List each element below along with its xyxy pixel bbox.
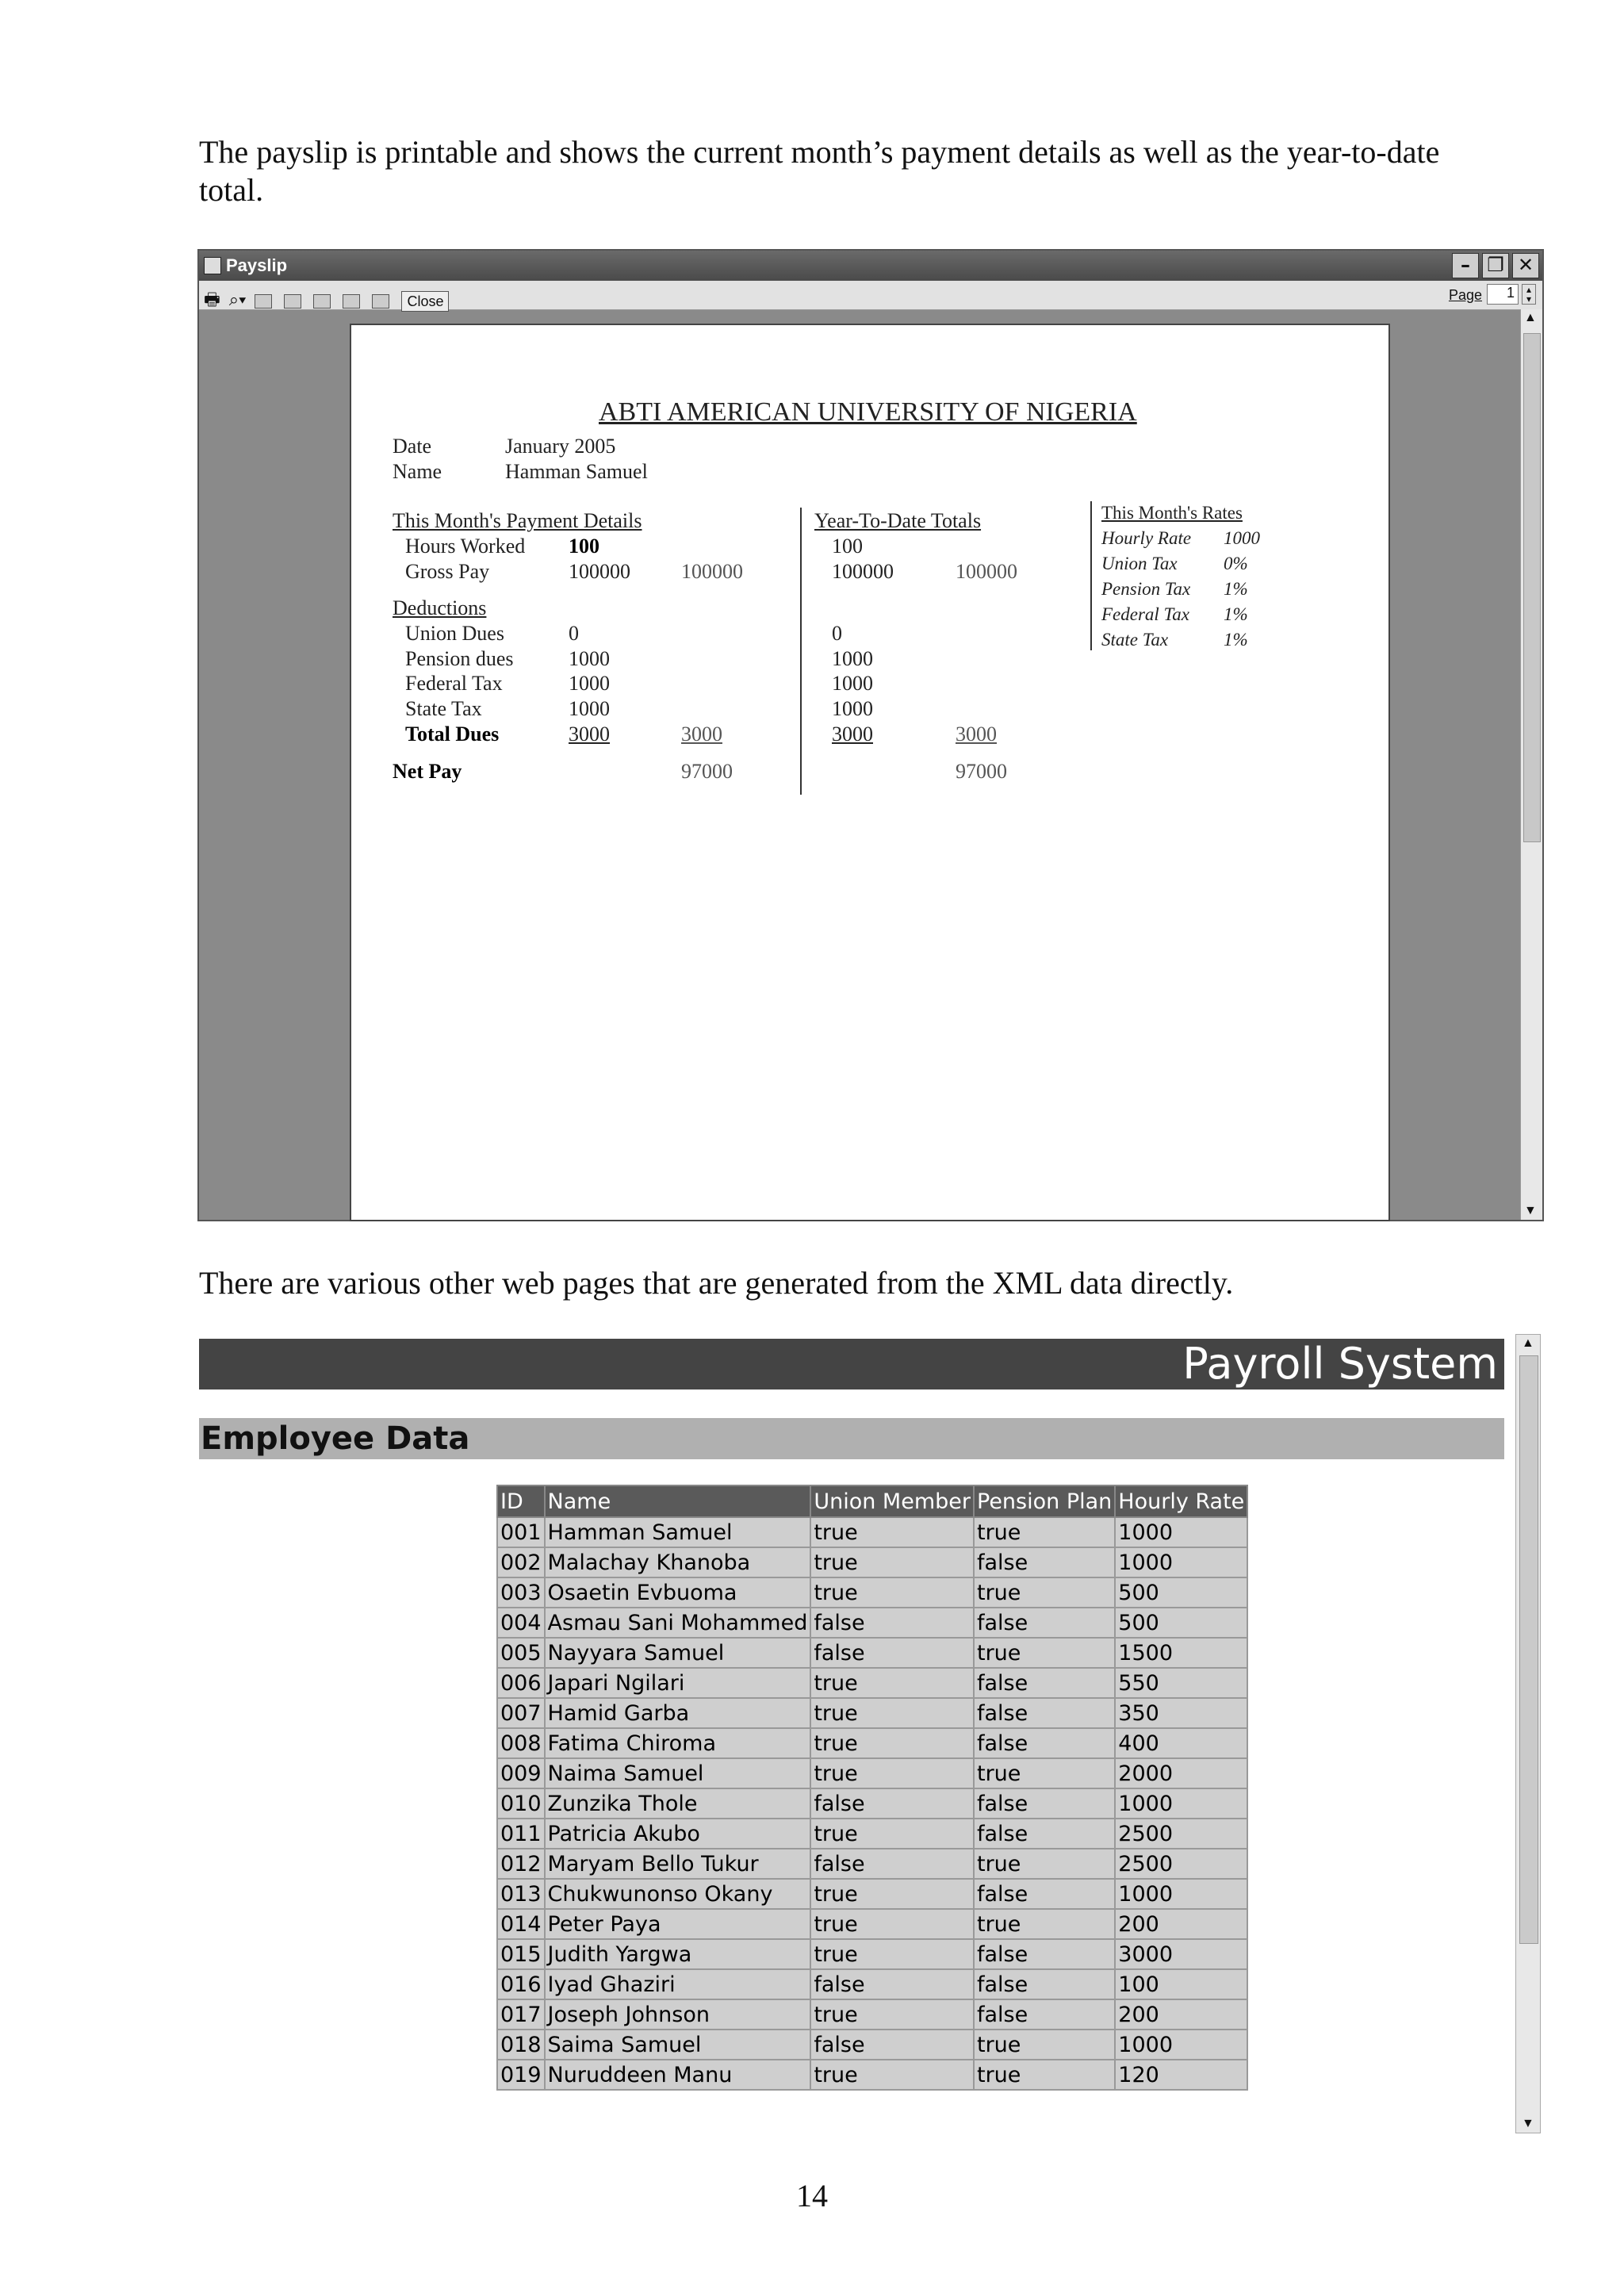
table-row <box>497 1668 1247 1698</box>
print-icon[interactable]: 🖶 <box>204 289 220 309</box>
table-row <box>497 1547 1247 1577</box>
table-row <box>497 1517 1247 1547</box>
table-cell: true <box>974 1909 1115 1939</box>
close-preview-button[interactable]: Close <box>401 291 449 312</box>
window-app-icon <box>204 257 221 274</box>
scroll-thumb[interactable] <box>1519 1355 1538 1944</box>
net-pay-value: 97000 <box>681 760 733 783</box>
table-cell: false <box>974 1698 1115 1728</box>
table-row <box>497 2060 1247 2090</box>
table-cell: Patricia Akubo <box>545 1819 811 1849</box>
table-cell: 500 <box>1115 1577 1247 1608</box>
table-cell: false <box>974 1668 1115 1698</box>
table-row <box>497 1849 1247 1879</box>
table-cell: 1500 <box>1115 1638 1247 1668</box>
table-cell: true <box>810 1517 974 1547</box>
table-cell: Judith Yargwa <box>545 1939 811 1969</box>
table-cell: 001 <box>497 1517 545 1547</box>
table-cell: false <box>974 1879 1115 1909</box>
table-cell: 009 <box>497 1758 545 1788</box>
deduction-value: 1000 <box>569 647 610 670</box>
table-cell: false <box>810 1638 974 1668</box>
rate-value: 1% <box>1224 630 1248 650</box>
six-pages-icon[interactable] <box>372 294 389 309</box>
table-cell: 005 <box>497 1638 545 1668</box>
table-cell: 016 <box>497 1969 545 1999</box>
table-row <box>497 1969 1247 1999</box>
page-spinner-icon[interactable]: ▴ ▾ <box>1522 284 1536 305</box>
ytd-divider <box>800 508 802 795</box>
minimize-button[interactable]: – <box>1452 253 1479 278</box>
ytd-hours: 100 <box>832 535 863 558</box>
table-row <box>497 2030 1247 2060</box>
scroll-up-icon[interactable]: ▲ <box>1522 1336 1534 1350</box>
table-cell: false <box>974 1999 1115 2030</box>
table-cell: true <box>810 1698 974 1728</box>
table-cell: 400 <box>1115 1728 1247 1758</box>
table-cell: 120 <box>1115 2060 1247 2090</box>
table-cell: false <box>974 1608 1115 1638</box>
table-cell: 007 <box>497 1698 545 1728</box>
deduction-ytd: 1000 <box>832 697 873 720</box>
table-row <box>497 1939 1247 1969</box>
three-pages-icon[interactable] <box>313 294 331 309</box>
column-header: Pension Plan <box>974 1485 1115 1517</box>
table-cell: 017 <box>497 1999 545 2030</box>
table-cell: true <box>974 1758 1115 1788</box>
payslip-page <box>350 324 1390 1221</box>
scroll-down-icon[interactable]: ▼ <box>1522 2117 1534 2130</box>
table-cell: Saima Samuel <box>545 2030 811 2060</box>
table-cell: 019 <box>497 2060 545 2090</box>
net-pay-label: Net Pay <box>393 760 462 783</box>
payroll-banner: Payroll System <box>199 1339 1504 1389</box>
table-cell: 012 <box>497 1849 545 1879</box>
table-cell: true <box>974 1577 1115 1608</box>
table-cell: Naima Samuel <box>545 1758 811 1788</box>
month-details-heading: This Month's Payment Details <box>393 509 642 532</box>
table-cell: Nayyara Samuel <box>545 1638 811 1668</box>
rate-label: Hourly Rate <box>1101 528 1192 548</box>
table-cell: false <box>810 1788 974 1819</box>
table-cell: true <box>974 2030 1115 2060</box>
deduction-ytd: 1000 <box>832 672 873 695</box>
table-cell: 002 <box>497 1547 545 1577</box>
deductions-heading: Deductions <box>393 596 487 619</box>
hours-label: Hours Worked <box>405 535 526 558</box>
page-label: Page <box>1448 287 1482 303</box>
table-cell: Fatima Chiroma <box>545 1728 811 1758</box>
table-cell: 1000 <box>1115 1788 1247 1819</box>
table-cell: false <box>974 1819 1115 1849</box>
table-row <box>497 1788 1247 1819</box>
rate-value: 1% <box>1224 604 1248 624</box>
total-dues-total: 3000 <box>681 723 722 746</box>
table-cell: 011 <box>497 1819 545 1849</box>
window-title: Payslip <box>226 255 288 275</box>
table-cell: Joseph Johnson <box>545 1999 811 2030</box>
deduction-ytd: 0 <box>832 622 842 645</box>
rate-value: 1000 <box>1224 528 1260 548</box>
table-cell: 2000 <box>1115 1758 1247 1788</box>
section-title: Employee Data <box>199 1418 1504 1459</box>
table-cell: Iyad Ghaziri <box>545 1969 811 1999</box>
scroll-thumb[interactable] <box>1523 333 1541 842</box>
employee-table <box>496 1485 1248 2091</box>
table-cell: false <box>974 1788 1115 1819</box>
total-dues-label: Total Dues <box>405 723 500 746</box>
table-cell: 010 <box>497 1788 545 1819</box>
maximize-button[interactable]: ❐ <box>1482 253 1509 278</box>
table-cell: 006 <box>497 1668 545 1698</box>
preview-vertical-scrollbar[interactable] <box>1520 309 1542 1220</box>
gross-value: 100000 <box>569 560 630 583</box>
table-cell: 1000 <box>1115 1517 1247 1547</box>
table-cell: 003 <box>497 1577 545 1608</box>
table-cell: 100 <box>1115 1969 1247 1999</box>
ytd-total-dues-total: 3000 <box>956 723 997 746</box>
deduction-label: Pension dues <box>405 647 514 670</box>
rate-label: Union Tax <box>1101 554 1178 573</box>
table-cell: 018 <box>497 2030 545 2060</box>
table-cell: true <box>974 1849 1115 1879</box>
scroll-down-icon[interactable]: ▼ <box>1524 1204 1537 1217</box>
employee-table-body <box>497 1517 1247 2090</box>
table-row <box>497 1728 1247 1758</box>
table-cell: Malachay Khanoba <box>545 1547 811 1577</box>
table-cell: true <box>810 1999 974 2030</box>
ytd-heading: Year-To-Date Totals <box>814 509 982 532</box>
rate-label: Federal Tax <box>1101 604 1189 624</box>
table-row <box>497 1638 1247 1668</box>
table-header-row <box>497 1485 1247 1517</box>
rate-label: Pension Tax <box>1101 579 1191 599</box>
hours-value: 100 <box>569 535 599 558</box>
deduction-label: Union Dues <box>405 622 504 645</box>
table-cell: 2500 <box>1115 1849 1247 1879</box>
table-cell: true <box>810 1577 974 1608</box>
table-cell: Peter Paya <box>545 1909 811 1939</box>
table-row <box>497 1879 1247 1909</box>
table-cell: false <box>810 1608 974 1638</box>
table-cell: 550 <box>1115 1668 1247 1698</box>
university-title: ABTI AMERICAN UNIVERSITY OF NIGERIA <box>599 397 1137 427</box>
table-cell: true <box>974 1638 1115 1668</box>
payslip-window <box>197 249 1544 1221</box>
table-row <box>497 1577 1247 1608</box>
gross-total: 100000 <box>681 560 743 583</box>
table-cell: 3000 <box>1115 1939 1247 1969</box>
column-header: ID <box>497 1485 545 1517</box>
table-row <box>497 1698 1247 1728</box>
ytd-gross-total: 100000 <box>956 560 1017 583</box>
table-row <box>497 1819 1247 1849</box>
table-cell: true <box>810 1879 974 1909</box>
table-cell: false <box>974 1969 1115 1999</box>
middle-paragraph: There are various other web pages that are generated from the XML data directly. <box>199 1265 1234 1301</box>
one-page-icon[interactable] <box>255 294 272 309</box>
table-cell: Maryam Bello Tukur <box>545 1849 811 1879</box>
table-cell: 350 <box>1115 1698 1247 1728</box>
intro-paragraph: The payslip is printable and shows the current month’s payment details as well as the year-to-date total. <box>199 134 1440 208</box>
table-cell: true <box>810 1728 974 1758</box>
table-cell: 013 <box>497 1879 545 1909</box>
table-cell: false <box>974 1728 1115 1758</box>
deduction-value: 0 <box>569 622 579 645</box>
table-cell: 014 <box>497 1909 545 1939</box>
rate-value: 1% <box>1224 579 1248 599</box>
page-number: 14 <box>796 2178 828 2214</box>
table-cell: Japari Ngilari <box>545 1668 811 1698</box>
table-cell: false <box>810 1849 974 1879</box>
ytd-net-pay: 97000 <box>956 760 1007 783</box>
window-titlebar <box>199 251 1542 281</box>
table-cell: Hamman Samuel <box>545 1517 811 1547</box>
ytd-gross: 100000 <box>832 560 894 583</box>
deduction-value: 1000 <box>569 697 610 720</box>
table-cell: Asmau Sani Mohammed <box>545 1608 811 1638</box>
table-cell: false <box>974 1939 1115 1969</box>
table-cell: true <box>810 1668 974 1698</box>
rates-heading: This Month's Rates <box>1101 503 1243 523</box>
rates-divider <box>1090 501 1092 650</box>
table-cell: 1000 <box>1115 1547 1247 1577</box>
table-cell: true <box>810 1547 974 1577</box>
table-cell: Osaetin Evbuoma <box>545 1577 811 1608</box>
table-cell: 500 <box>1115 1608 1247 1638</box>
table-cell: 200 <box>1115 1909 1247 1939</box>
table-cell: false <box>810 1969 974 1999</box>
name-value: Hamman Samuel <box>505 460 648 483</box>
scroll-up-icon[interactable]: ▲ <box>1524 311 1537 324</box>
table-row <box>497 1999 1247 2030</box>
table-row <box>497 1909 1247 1939</box>
close-window-button[interactable]: ✕ <box>1512 253 1539 278</box>
zoom-icon[interactable]: ⌕▾ <box>228 289 247 309</box>
gross-label: Gross Pay <box>405 560 490 583</box>
table-cell: true <box>810 1758 974 1788</box>
table-cell: Nuruddeen Manu <box>545 2060 811 2090</box>
table-cell: false <box>974 1547 1115 1577</box>
four-pages-icon[interactable] <box>343 294 360 309</box>
table-cell: Hamid Garba <box>545 1698 811 1728</box>
ytd-total-dues: 3000 <box>832 723 873 746</box>
table-cell: Chukwunonso Okany <box>545 1879 811 1909</box>
table-cell: Zunzika Thole <box>545 1788 811 1819</box>
table-cell: true <box>810 1939 974 1969</box>
table-cell: 1000 <box>1115 2030 1247 2060</box>
web-vertical-scrollbar[interactable] <box>1515 1334 1541 2133</box>
table-cell: 008 <box>497 1728 545 1758</box>
deduction-ytd: 1000 <box>832 647 873 670</box>
table-cell: true <box>810 1819 974 1849</box>
table-cell: 200 <box>1115 1999 1247 2030</box>
preview-toolbar <box>199 281 1542 310</box>
table-cell: 015 <box>497 1939 545 1969</box>
two-pages-icon[interactable] <box>284 294 301 309</box>
table-cell: true <box>974 1517 1115 1547</box>
deduction-label: State Tax <box>405 697 482 720</box>
table-cell: 1000 <box>1115 1879 1247 1909</box>
total-dues-value: 3000 <box>569 723 610 746</box>
deduction-label: Federal Tax <box>405 672 503 695</box>
page-number-input[interactable]: 1 <box>1487 284 1519 305</box>
column-header: Name <box>545 1485 811 1517</box>
table-cell: 004 <box>497 1608 545 1638</box>
date-value: January 2005 <box>505 435 616 458</box>
name-label: Name <box>393 460 442 483</box>
table-cell: false <box>810 2030 974 2060</box>
rate-label: State Tax <box>1101 630 1169 650</box>
table-cell: 2500 <box>1115 1819 1247 1849</box>
table-cell: true <box>974 2060 1115 2090</box>
column-header: Union Member <box>810 1485 974 1517</box>
date-label: Date <box>393 435 432 458</box>
rate-value: 0% <box>1224 554 1248 573</box>
table-cell: true <box>810 2060 974 2090</box>
deduction-value: 1000 <box>569 672 610 695</box>
table-cell: true <box>810 1909 974 1939</box>
table-row <box>497 1758 1247 1788</box>
column-header: Hourly Rate <box>1115 1485 1247 1517</box>
table-row <box>497 1608 1247 1638</box>
